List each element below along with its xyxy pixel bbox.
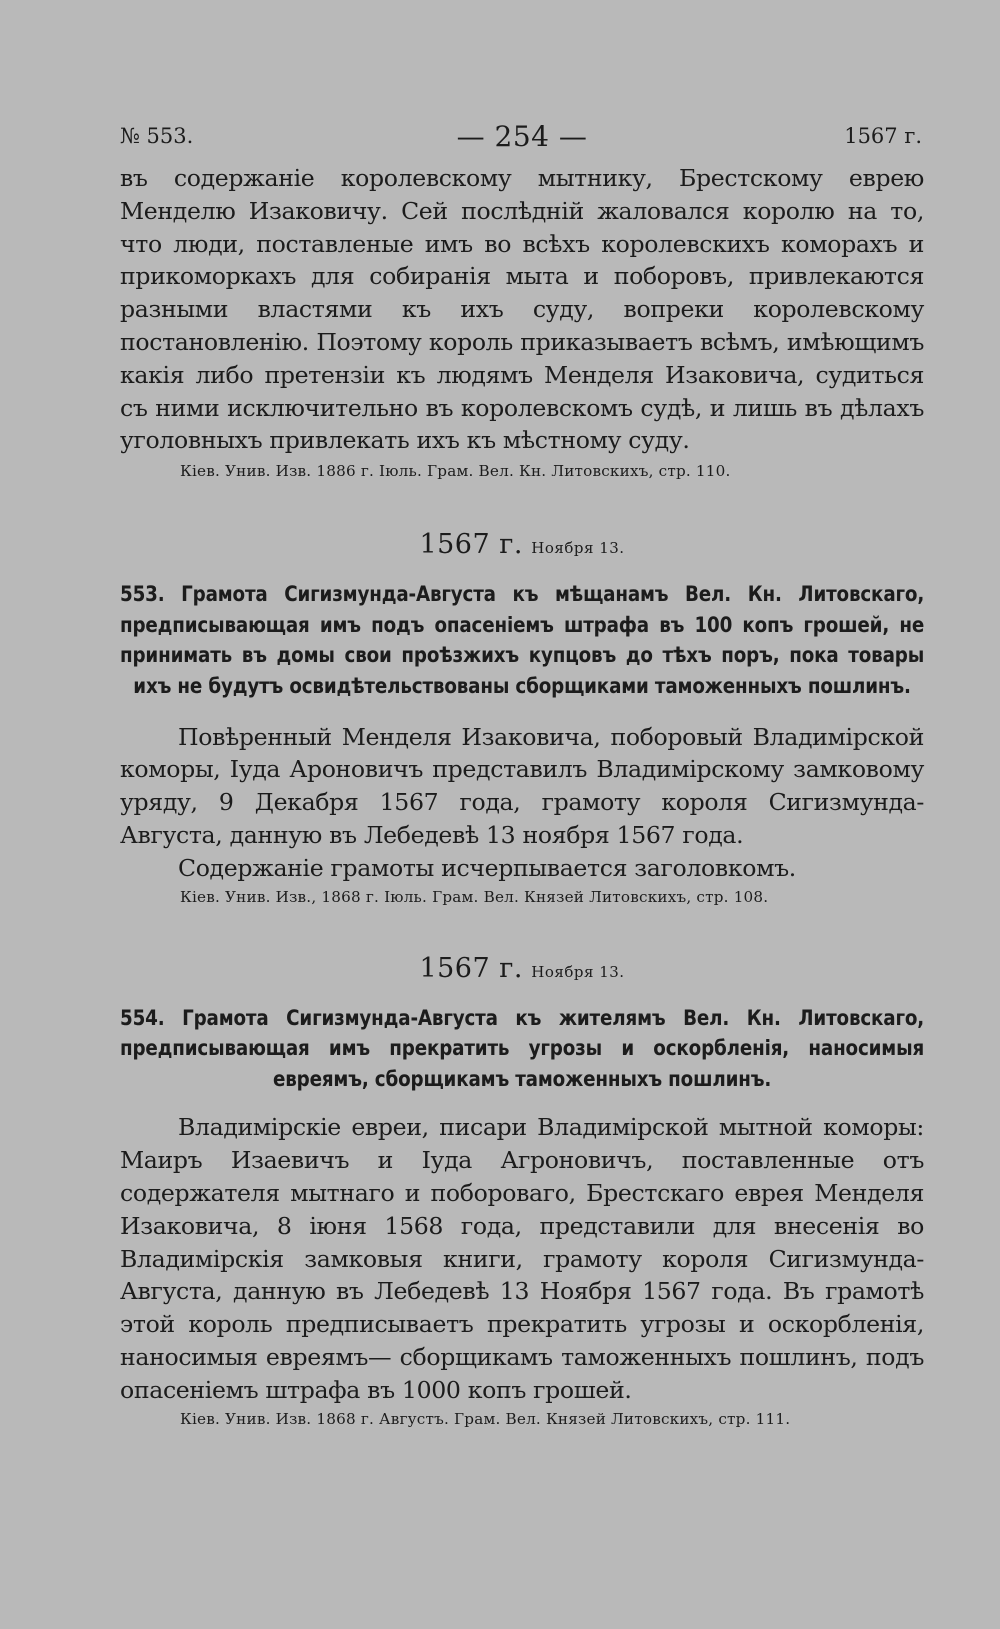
page-header (120, 122, 924, 162)
doc-554-year: 1567 г. (419, 952, 523, 984)
doc-554-day: Ноября 13. (531, 962, 625, 981)
doc-554-date (120, 953, 924, 984)
intro-paragraph: въ содержаніе королевскому мытнику, Брестскому еврею Менделю Изаковичу. Сей послѣдній жаловался королю на то, что люди, поставленые имъ во всѣхъ королевскихъ коморахъ и прикоморкахъ для собиранія мыта и поборовъ, привлекаются разными властями къ ихъ суду, вопреки королевскому постановленію. Поэтому король приказываетъ всѣмъ, имѣющимъ какія либо претензіи къ людямъ Менделя Изаковича, судиться съ ними исключительно въ королевскомъ судѣ, и лишь въ дѣлахъ уголовныхъ привлекать ихъ къ мѣстному суду. (120, 164, 924, 455)
doc-553-date (120, 529, 924, 560)
intro-source-citation: Кіев. Унив. Изв. 1886 г. Іюль. Грам. Вел. Кн. Литовскихъ, стр. 110. (180, 462, 731, 481)
document-number: № 553. (120, 124, 194, 148)
doc-553-year: 1567 г. (419, 529, 523, 561)
doc-553-paragraph-1: Повѣренный Менделя Изаковича, поборовый Владимірской коморы, Іуда Ароновичъ представилъ Владимірскому замковому уряду, 9 Декабря 1567 года, грамоту короля Сигизмунда-Августа, данную въ Лебедевѣ 13 ноября 1567 года. (120, 722, 924, 849)
doc-553-paragraph-2: Содержаніе грамоты исчерпывается заголовкомъ. (178, 853, 796, 882)
doc-553-heading: 553. Грамота Сигизмунда-Августа къ мѣщанамъ Вел. Кн. Литовскаго, предписывающая имъ подъ опасеніемъ штрафа въ 100 копъ грошей, не принимать въ домы свои проѣзжихъ купцовъ до тѣхъ поръ, пока товары ихъ не будутъ освидѣтельствованы сборщиками таможенныхъ пошлинъ. (120, 582, 925, 699)
header-year: 1567 г. (844, 124, 922, 148)
doc-554-source-citation: Кіев. Унив. Изв. 1868 г. Августъ. Грам. Вел. Князей Литовскихъ, стр. 111. (180, 1410, 791, 1429)
doc-553-source-citation: Кіев. Унив. Изв., 1868 г. Іюль. Грам. Вел. Князей Литовскихъ, стр. 108. (180, 887, 769, 906)
page-number: — 254 — (456, 120, 588, 153)
doc-553-day: Ноября 13. (531, 539, 625, 558)
doc-554-heading: 554. Грамота Сигизмунда-Августа къ жителямъ Вел. Кн. Литовскаго, предписывающая имъ прекратить угрозы и оскорбленія, наносимыя евреямъ, сборщикамъ таможенныхъ пошлинъ. (120, 1005, 925, 1092)
doc-554-paragraph-1: Владимірскіе евреи, писари Владимірской мытной коморы: Маиръ Изаевичъ и Іуда Агроновичъ, поставленные отъ содержателя мытнаго и побороваго, Брестскаго еврея Менделя Изаковича, 8 іюня 1568 года, представили для внесенія во Владимірскія замковыя книги, грамоту короля Сигизмунда-Августа, данную въ Лебедевѣ 13 Ноября 1567 года. Въ грамотѣ этой король предписываетъ прекратить угрозы и оскорбленія, наносимыя евреямъ— сборщикамъ таможенныхъ пошлинъ, подъ опасеніемъ штрафа въ 1000 копъ грошей. (120, 1113, 924, 1404)
